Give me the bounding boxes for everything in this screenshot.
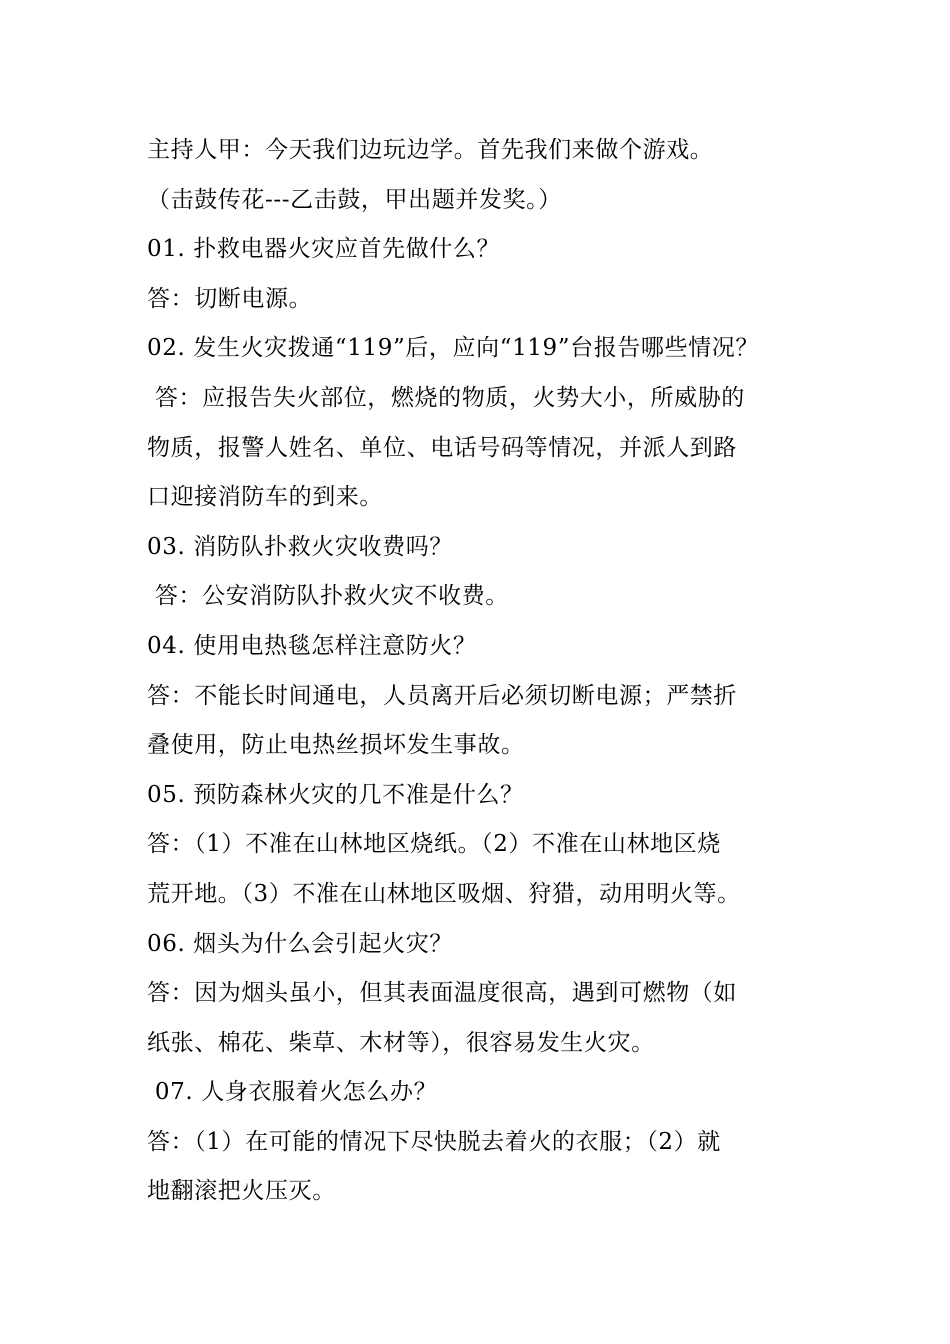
question-04: 04. 使用电热毯怎样注意防火？	[147, 632, 477, 659]
answer-02-line-3: 口迎接消防车的到来。	[147, 484, 383, 511]
answer-06-line-2: 纸张、棉花、柴草、木材等），很容易发生火灾。	[147, 1029, 655, 1056]
question-05: 05. 预防森林火灾的几不准是什么？	[147, 781, 524, 808]
answer-07-line-1: 答：（1）在可能的情况下尽快脱去着火的衣服；（2）就	[147, 1128, 721, 1155]
question-03: 03. 消防队扑救火灾收费吗？	[147, 533, 453, 560]
document-body	[147, 126, 807, 1217]
answer-01: 答：切断电源。	[147, 285, 313, 312]
answer-05-line-1: 答：（1）不准在山林地区烧纸。（2）不准在山林地区烧	[147, 831, 721, 858]
answer-04-line-1: 答：不能长时间通电，人员离开后必须切断电源；严禁折	[147, 682, 737, 709]
question-01: 01. 扑救电器火灾应首先做什么？	[147, 236, 501, 263]
answer-02-line-2: 物质，报警人姓名、单位、电话号码等情况，并派人到路	[147, 434, 737, 461]
question-06: 06. 烟头为什么会引起火灾？	[147, 930, 453, 957]
answer-02-line-1: 答：应报告失火部位，燃烧的物质，火势大小，所威胁的	[147, 384, 745, 411]
question-07: 07. 人身衣服着火怎么办？	[147, 1079, 438, 1106]
answer-07-line-2: 地翻滚把火压灭。	[147, 1178, 336, 1205]
answer-06-line-1: 答：因为烟头虽小，但其表面温度很高，遇到可燃物（如	[147, 980, 737, 1007]
answer-05-line-2: 荒开地。（3）不准在山林地区吸烟、狩猎，动用明火等。	[147, 880, 741, 907]
host-intro-line: 主持人甲：今天我们边玩边学。首先我们来做个游戏。	[147, 137, 714, 163]
answer-03: 答：公安消防队扑救火灾不收费。	[147, 583, 509, 610]
game-instruction-line: （击鼓传花---乙击鼓，甲出题并发奖。）	[147, 186, 562, 213]
answer-04-line-2: 叠使用，防止电热丝损坏发生事故。	[147, 732, 525, 759]
question-02: 02. 发生火灾拨通“119”后，应向“119”台报告哪些情况？	[147, 335, 759, 362]
